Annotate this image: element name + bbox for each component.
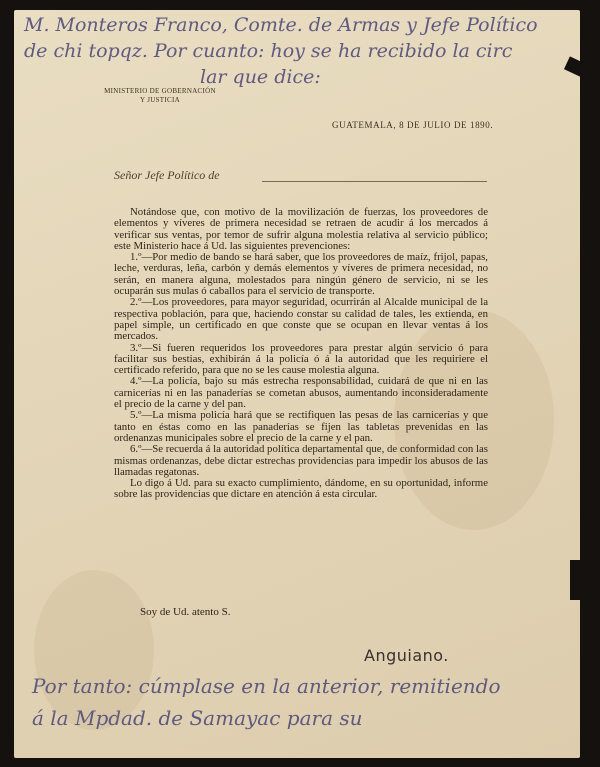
handwritten-footer-line-2: á la Mpdad. de Samayac para su (32, 706, 363, 730)
handwritten-footer-line-1: Por tanto: cúmplase en la anterior, remitiendo (32, 674, 501, 698)
paragraph-point-4: 4.º—La policía, bajo su más estrecha responsabilidad, cuidará de que ni en las carnicerías ni en las panaderías se cometan abusos, aumentando inconsideradamente el precio de la carne y del pan. (114, 375, 488, 411)
handwritten-header-line-2: de chi topqz. Por cuanto: hoy se ha recibido la circ (24, 40, 513, 62)
paragraph-point-3: 3.º—Si fueren requeridos los proveedores para prestar algún servicio ó para facilitar sus bestias, exhibirán á la policía ó á la autoridad que les requiriere el certificado referido, para que no se les cause molestia alguna. (114, 341, 488, 377)
ministry-line-2: Y JUSTICIA (140, 96, 180, 104)
document-page (14, 10, 580, 758)
salutation-blank-line (262, 181, 487, 182)
salutation: Señor Jefe Político de (114, 168, 220, 182)
paragraph-conclusion: Lo digo á Ud. para su exacto cumplimiento, dándome, en su oportunidad, informe sobre las providencias que dictare en atención á esta circular. (114, 477, 488, 501)
ministry-heading (90, 87, 230, 105)
dateline: GUATEMALA, 8 DE JULIO DE 1890. (332, 120, 494, 130)
torn-edge (570, 560, 586, 600)
ministry-line-1: MINISTERIO DE GOBERNACIÓN (104, 87, 216, 95)
handwritten-header-line-3: lar que dice: (200, 66, 321, 88)
signature: Anguiano. (364, 646, 449, 665)
paragraph-point-1: 1.º—Por medio de bando se hará saber, que los proveedores de maíz, frijol, papas, leche, verduras, leña, carbón y demás elementos y víveres de primera necesidad, no serán, en manera alguna, molestados para ningún género de servicio, ni se les ocuparán sus mulas ó caballos para el servicio de transporte. (114, 251, 488, 298)
paragraph-point-6: 6.º—Se recuerda á la autoridad política departamental que, de conformidad con las mismas ordenanzas, debe dictar estrechas providencias para impedir los abusos de las llamadas regatonas. (114, 443, 488, 478)
paragraph-intro: Notándose que, con motivo de la movilización de fuerzas, los proveedores de elementos y víveres de primera necesidad se retraen de acudir á los mercados á verificar sus ventas, por temor de sufrir alguna molestia relativa al servicio público; este Ministerio hace á Ud. las siguientes prevenciones: (114, 206, 488, 252)
handwritten-header-line-1: M. Monteros Franco, Comte. de Armas y Jefe Político (24, 14, 538, 36)
circular-body (114, 207, 488, 501)
paragraph-point-5: 5.º—La misma policía hará que se rectifiquen las pesas de las carnicerías y que tanto en éstas como en las panaderías se fijen las tabletas prevenidas en las ordenanzas municipales sobre el precio de la carne y el pan. (114, 409, 488, 444)
closing-phrase: Soy de Ud. atento S. (140, 606, 231, 618)
paragraph-point-2: 2.º—Los proveedores, para mayor seguridad, ocurrirán al Alcalde municipal de la respectiva población, para que, haciendo constar su calidad de tales, les extienda, en papel simple, un certificado en que conste que se ocupan en llevar ventas á los mercados. (114, 296, 488, 343)
